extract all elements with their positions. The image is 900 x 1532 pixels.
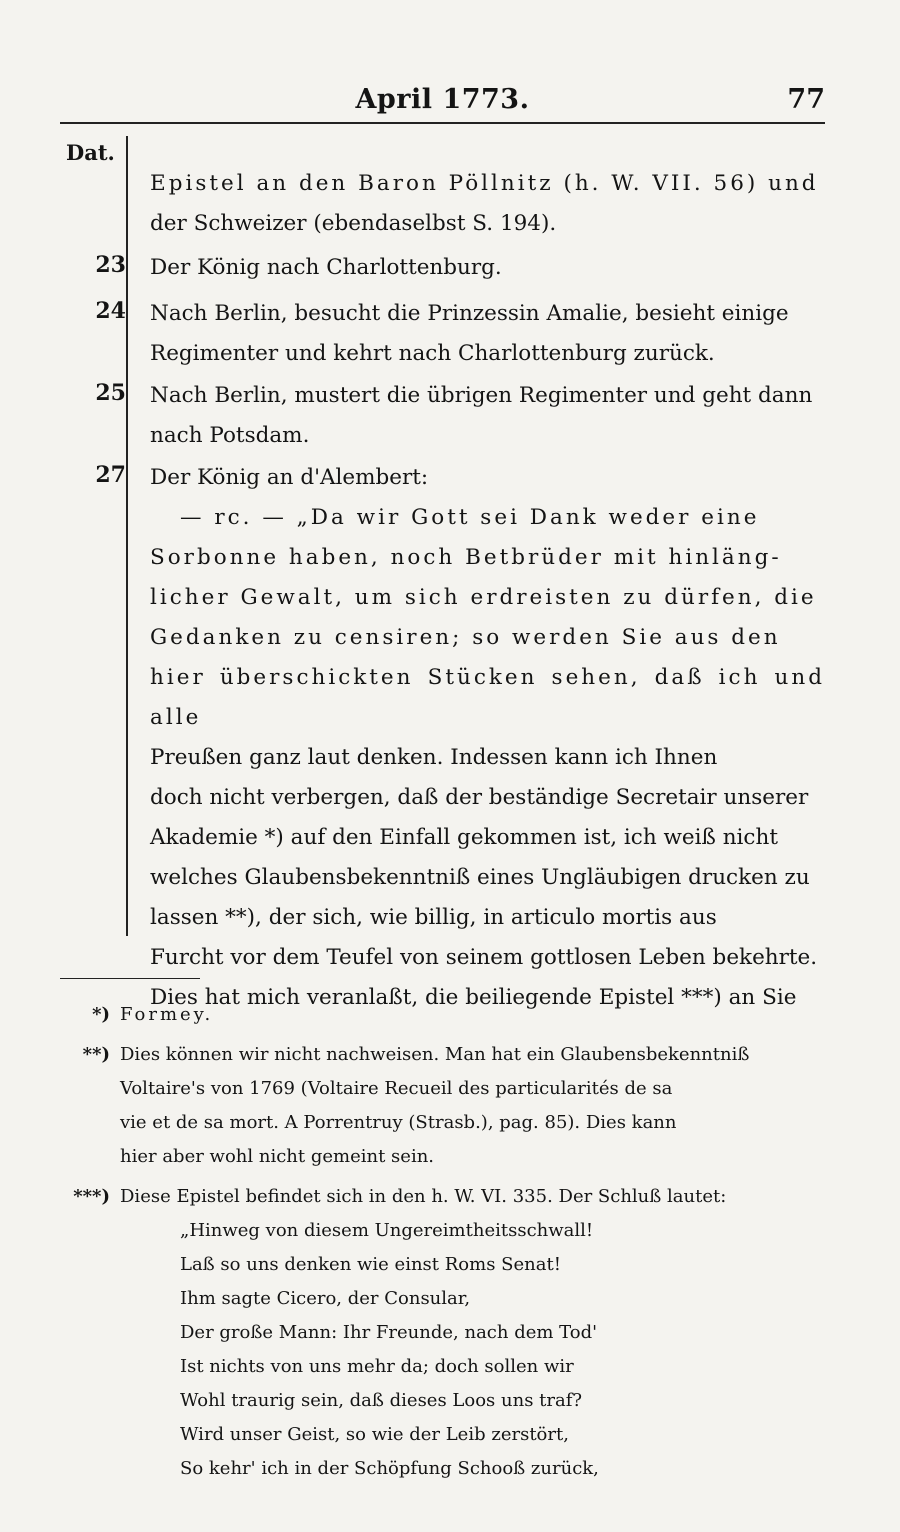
entry-text — [150, 248, 825, 288]
verse-line: So kehr' ich in der Schöpfung Schooß zurück, — [180, 1458, 599, 1479]
entry-line: Der König nach Charlottenburg. — [150, 255, 502, 280]
header-rule — [60, 122, 825, 124]
entry-line: Gedanken zu censiren; so werden Sie aus den — [150, 625, 781, 650]
entry-line: licher Gewalt, um sich erdreisten zu dürfen, die — [150, 585, 817, 610]
footnote-line: Formey. — [120, 1004, 214, 1025]
footnote-mark: **) — [82, 1044, 110, 1065]
verse-line: Wohl traurig sein, daß dieses Loos uns traf? — [180, 1390, 583, 1411]
entry-line: Nach Berlin, mustert die übrigen Regimenter und geht dann — [150, 383, 813, 408]
date-column-label: Dat. — [66, 140, 115, 165]
footnote-text — [120, 1038, 825, 1174]
entry-line: Sorbonne haben, noch Betbrüder mit hinläng- — [150, 545, 782, 570]
entry-line: doch nicht verbergen, daß der beständige Secretair unserer — [150, 785, 809, 810]
footnote-rule — [60, 978, 200, 979]
footnote-line: hier aber wohl nicht gemeint sein. — [120, 1146, 435, 1167]
entry-day: 27 — [95, 462, 126, 488]
footnote-mark: ***) — [73, 1186, 110, 1207]
footnote-line: Diese Epistel befindet sich in den h. W. VI. 335. Der Schluß lautet: — [120, 1186, 727, 1207]
entry-day: 23 — [95, 252, 126, 278]
entry-line: Akademie *) auf den Einfall gekommen ist, ich weiß nicht — [150, 825, 778, 850]
entry-line: Regimenter und kehrt nach Charlottenburg zurück. — [150, 341, 715, 366]
footnote-line: Voltaire's von 1769 (Voltaire Recueil des particularités de sa — [120, 1078, 673, 1099]
footnote-text — [120, 998, 825, 1032]
entry-line: Dies hat mich veranlaßt, die beiliegende Epistel ***) an Sie — [150, 985, 797, 1010]
entry-text — [150, 164, 825, 244]
date-column-divider — [126, 136, 128, 936]
running-head — [60, 84, 825, 124]
entry-line: Furcht vor dem Teufel von seinem gottlosen Leben bekehrte. — [150, 945, 818, 970]
page-title: April 1773. — [355, 84, 530, 115]
entry-line: hier überschickten Stücken sehen, daß ich und alle — [150, 665, 825, 730]
verse-line: Ihm sagte Cicero, der Consular, — [180, 1288, 471, 1309]
entry-day: 24 — [95, 298, 126, 324]
verse-line: Wird unser Geist, so wie der Leib zerstört, — [180, 1424, 569, 1445]
page-number: 77 — [787, 84, 825, 115]
verse-line: „Hinweg von diesem Ungereimtheitsschwall! — [180, 1220, 594, 1241]
entry-line: welches Glaubensbekenntniß eines Ungläubigen drucken zu — [150, 865, 810, 890]
verse-line: Ist nichts von uns mehr da; doch sollen wir — [180, 1356, 574, 1377]
entry-line: nach Potsdam. — [150, 423, 310, 448]
entry-text — [150, 376, 825, 456]
entry-line: Nach Berlin, besucht die Prinzessin Amalie, besieht einige — [150, 301, 789, 326]
verse-line: Der große Mann: Ihr Freunde, nach dem Tod' — [180, 1322, 598, 1343]
entry-line: lassen **), der sich, wie billig, in articulo mortis aus — [150, 905, 717, 930]
footnote-mark: *) — [92, 1004, 110, 1025]
footnote-text — [120, 1180, 825, 1214]
entry-line: Epistel an den Baron Pöllnitz (h. W. VII. 56) und — [150, 171, 819, 196]
footnote-line: Dies können wir nicht nachweisen. Man hat ein Glaubensbekenntniß — [120, 1044, 750, 1065]
entry-line: Preußen ganz laut denken. Indessen kann ich Ihnen — [150, 745, 718, 770]
entry-line: der Schweizer (ebendaselbst S. 194). — [150, 211, 557, 236]
entry-text — [150, 294, 825, 374]
entry-text — [150, 458, 825, 1018]
quoted-verse — [180, 1214, 599, 1486]
verse-line: Laß so uns denken wie einst Roms Senat! — [180, 1254, 561, 1275]
entry-day: 25 — [95, 380, 126, 406]
entry-line: — rc. — „Da wir Gott sei Dank weder eine — [180, 505, 760, 530]
footnote-line: vie et de sa mort. A Porrentruy (Strasb.), pag. 85). Dies kann — [120, 1112, 677, 1133]
entry-line: Der König an d'Alembert: — [150, 465, 429, 490]
